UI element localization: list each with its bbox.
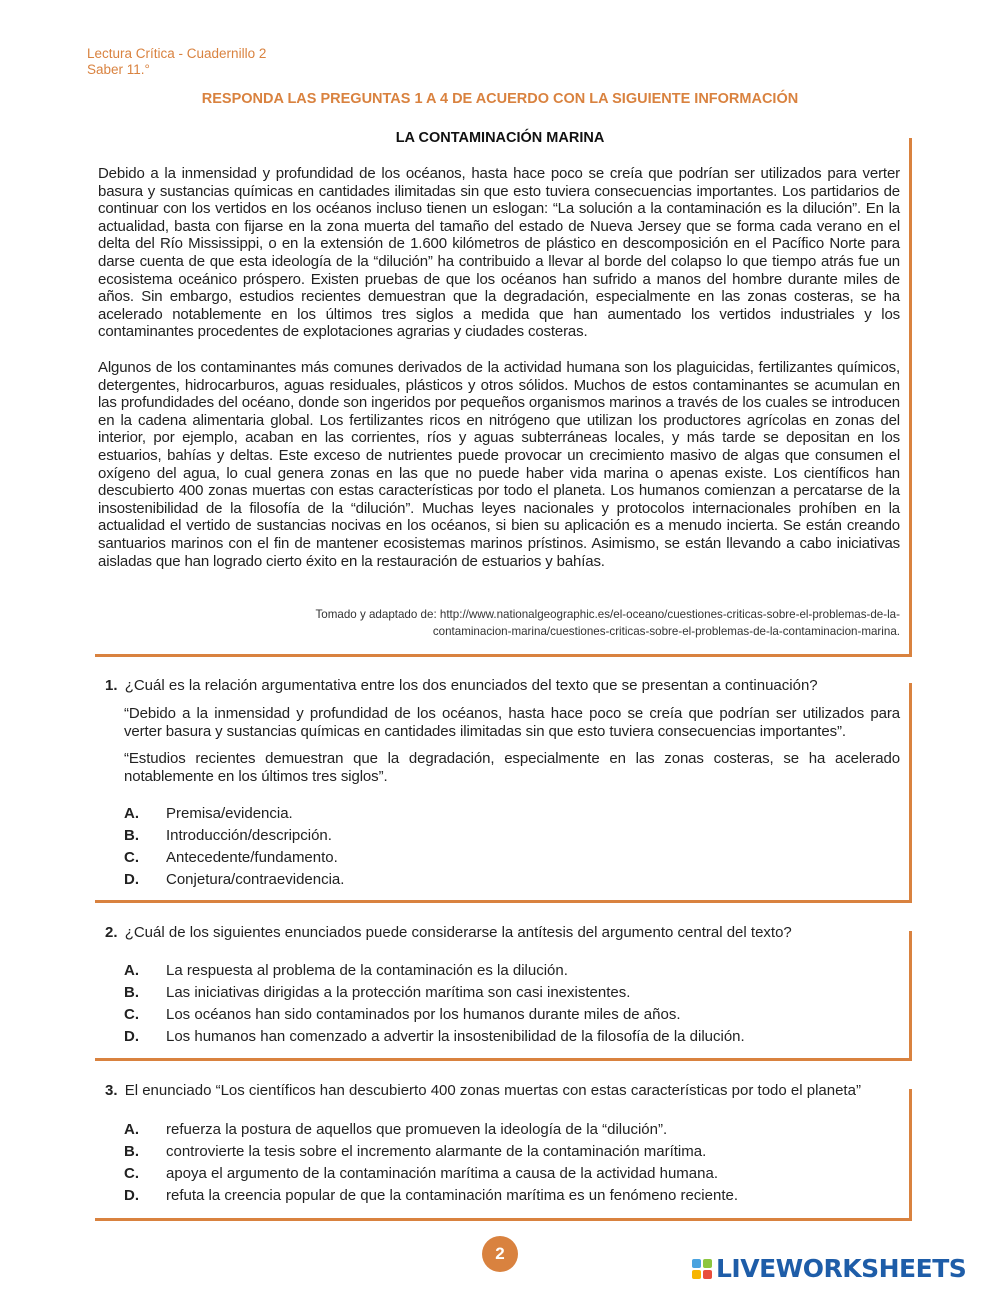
answer-option-b[interactable]: [124, 1141, 894, 1163]
option-letter: A.: [124, 805, 139, 822]
reading-paragraph-2: Algunos de los contaminantes más comunes derivados de la actividad humana son los plaguicidas, fertilizantes químicos, detergentes, hidrocarburos, aguas residuales, plásticos y otros sólidos. Muchos de estos contaminantes se acumulan en las profundidades del océano, donde son ingeridos por pequeños organismos marinos a través de los cuales se introducen en la cadena alimentaria global. Los fertilizantes ricos en nitrógeno que utilizan los productores agrícolas en zonas del interior, por ejemplo, acaban en las corrientes, ríos y aguas subterráneas locales, y más tarde se depositan en los estuarios, bahías y deltas. Este exceso de nutrientes puede provocar un crecimiento masivo de algas que consumen el oxígeno del agua, lo cual genera zonas en las que no puede haber vida marina o apenas existe. Los científicos han descubierto 400 zonas muertas con estas características por todo el planeta. Los humanos comienzan a percatarse de la insostenibilidad de la filosofía de la “dilución”. Muchas leyes nacionales y protocolos internacionales prohíben en la actualidad el vertido de sustancias nocivas en los océanos, si bien su aplicación es a menudo incierta. Se están creando santuarios marinos con el fin de mantener ecosistemas marinos prístinos. Asimismo, se están llevando a cabo iniciativas aisladas que han logrado cierto éxito en la restauración de estuarios y bahías.: [98, 359, 900, 570]
question-text: ¿Cuál es la relación argumentativa entre los dos enunciados del texto que se presentan a continuación?: [124, 677, 818, 694]
question-1-options: [124, 803, 894, 891]
page-number-badge: 2: [482, 1236, 518, 1272]
question-1-quote-2: “Estudios recientes demuestran que la degradación, especialmente en las zonas costeras, se ha acelerado notablemente en los últimos tres siglos”.: [124, 750, 900, 785]
question-number: 3.: [105, 1082, 118, 1099]
option-letter: C.: [124, 849, 139, 866]
question-2: [105, 924, 905, 942]
option-letter: B.: [124, 827, 139, 844]
option-letter: A.: [124, 962, 139, 979]
header-level: Saber 11.°: [87, 62, 150, 77]
option-letter: D.: [124, 1187, 139, 1204]
question-number: 2.: [105, 924, 118, 941]
question-1: [105, 677, 905, 695]
source-line-2: contaminacion-marina/cuestiones-criticas-sobre-el-problemas-de-la-contaminacion-marina.: [432, 625, 900, 638]
header-subject: Lectura Crítica - Cuadernillo 2: [87, 46, 267, 61]
logo-square-4: [703, 1270, 712, 1279]
option-letter: C.: [124, 1006, 139, 1023]
answer-option-b[interactable]: [124, 982, 894, 1004]
option-letter: B.: [124, 1143, 139, 1160]
option-text: La respuesta al problema de la contaminación es la dilución.: [166, 962, 568, 979]
option-letter: D.: [124, 871, 139, 888]
option-text: Introducción/descripción.: [166, 827, 332, 844]
option-text: refuerza la postura de aquellos que promueven la ideología de la “dilución”.: [166, 1121, 668, 1138]
answer-option-c[interactable]: [124, 847, 894, 869]
answer-option-d[interactable]: [124, 869, 894, 891]
instruction-heading: RESPONDA LAS PREGUNTAS 1 A 4 DE ACUERDO CON LA SIGUIENTE INFORMACIÓN: [201, 91, 799, 107]
option-text: refuta la creencia popular de que la contaminación marítima es un fenómeno reciente.: [166, 1187, 738, 1204]
question-2-options: [124, 960, 894, 1048]
answer-option-a[interactable]: [124, 803, 894, 825]
brand-name: LIVEWORKSHEETS: [716, 1254, 967, 1283]
answer-option-c[interactable]: [124, 1004, 894, 1026]
question-3-options: [124, 1119, 894, 1207]
liveworksheets-logo-icon: [692, 1259, 712, 1279]
question-text: El enunciado “Los científicos han descubierto 400 zonas muertas con estas características por todo el planeta”: [124, 1082, 861, 1099]
source-line-1: Tomado y adaptado de: http://www.nationalgeographic.es/el-oceano/cuestiones-criticas-sobre-el-problemas-de-la-: [315, 608, 900, 621]
answer-option-b[interactable]: [124, 825, 894, 847]
logo-square-1: [692, 1259, 701, 1268]
answer-option-c[interactable]: [124, 1163, 894, 1185]
option-text: controvierte la tesis sobre el incremento alarmante de la contaminación marítima.: [166, 1143, 707, 1160]
answer-option-d[interactable]: [124, 1026, 894, 1048]
option-text: Los humanos han comenzado a advertir la insostenibilidad de la filosofía de la dilución.: [166, 1028, 745, 1045]
option-text: Los océanos han sido contaminados por los humanos durante miles de años.: [166, 1006, 681, 1023]
reading-title: LA CONTAMINACIÓN MARINA: [395, 130, 605, 146]
answer-option-a[interactable]: [124, 960, 894, 982]
option-text: Conjetura/contraevidencia.: [166, 871, 345, 888]
question-text: ¿Cuál de los siguientes enunciados puede considerarse la antítesis del argumento central del texto?: [124, 924, 792, 941]
source-citation: [180, 606, 900, 640]
option-letter: A.: [124, 1121, 139, 1138]
reading-paragraph-1: Debido a la inmensidad y profundidad de los océanos, hasta hace poco se creía que podrían ser utilizados para verter basura y sustancias químicas en cantidades ilimitadas sin que esto tuviera consecuencias importantes. Los partidarios de continuar con los vertidos en los océanos incluso tienen un eslogan: “La solución a la contaminación es la dilución”. En la actualidad, basta con fijarse en la zona muerta del tamaño del estado de Nueva Jersey que se forma cada verano en el delta del Río Mississippi, o en la extensión de 1.600 kilómetros de plástico en descomposición en el Pacífico Norte para darse cuenta de que esta ideología de la “dilución” ha contribuido a llevar al borde del colapso lo que tiempo atrás fue un ecosistema oceánico próspero. Existen pruebas de que los océanos han sufrido a manos del hombre durante miles de años. Sin embargo, estudios recientes demuestran que la degradación, especialmente en las zonas costeras, se ha acelerado notablemente en los últimos tres siglos a medida que han aumentado los vertidos industriales y los contaminantes procedentes de explotaciones agrarias y ciudades costeras.: [98, 165, 900, 341]
logo-square-3: [692, 1270, 701, 1279]
option-text: Premisa/evidencia.: [166, 805, 293, 822]
option-text: Antecedente/fundamento.: [166, 849, 338, 866]
liveworksheets-brand[interactable]: [692, 1254, 966, 1284]
option-letter: B.: [124, 984, 139, 1001]
answer-option-d[interactable]: [124, 1185, 894, 1207]
question-3: [105, 1082, 905, 1100]
option-text: Las iniciativas dirigidas a la protección marítima son casi inexistentes.: [166, 984, 631, 1001]
logo-square-2: [703, 1259, 712, 1268]
option-letter: D.: [124, 1028, 139, 1045]
question-1-quote-1: “Debido a la inmensidad y profundidad de los océanos, hasta hace poco se creía que podrían ser utilizados para verter basura y sustancias químicas en cantidades ilimitadas sin que esto tuviera consecuencias importantes”.: [124, 705, 900, 740]
answer-option-a[interactable]: [124, 1119, 894, 1141]
option-text: apoya el argumento de la contaminación marítima a causa de la actividad humana.: [166, 1165, 718, 1182]
option-letter: C.: [124, 1165, 139, 1182]
document-header: [87, 46, 266, 78]
question-number: 1.: [105, 677, 118, 694]
